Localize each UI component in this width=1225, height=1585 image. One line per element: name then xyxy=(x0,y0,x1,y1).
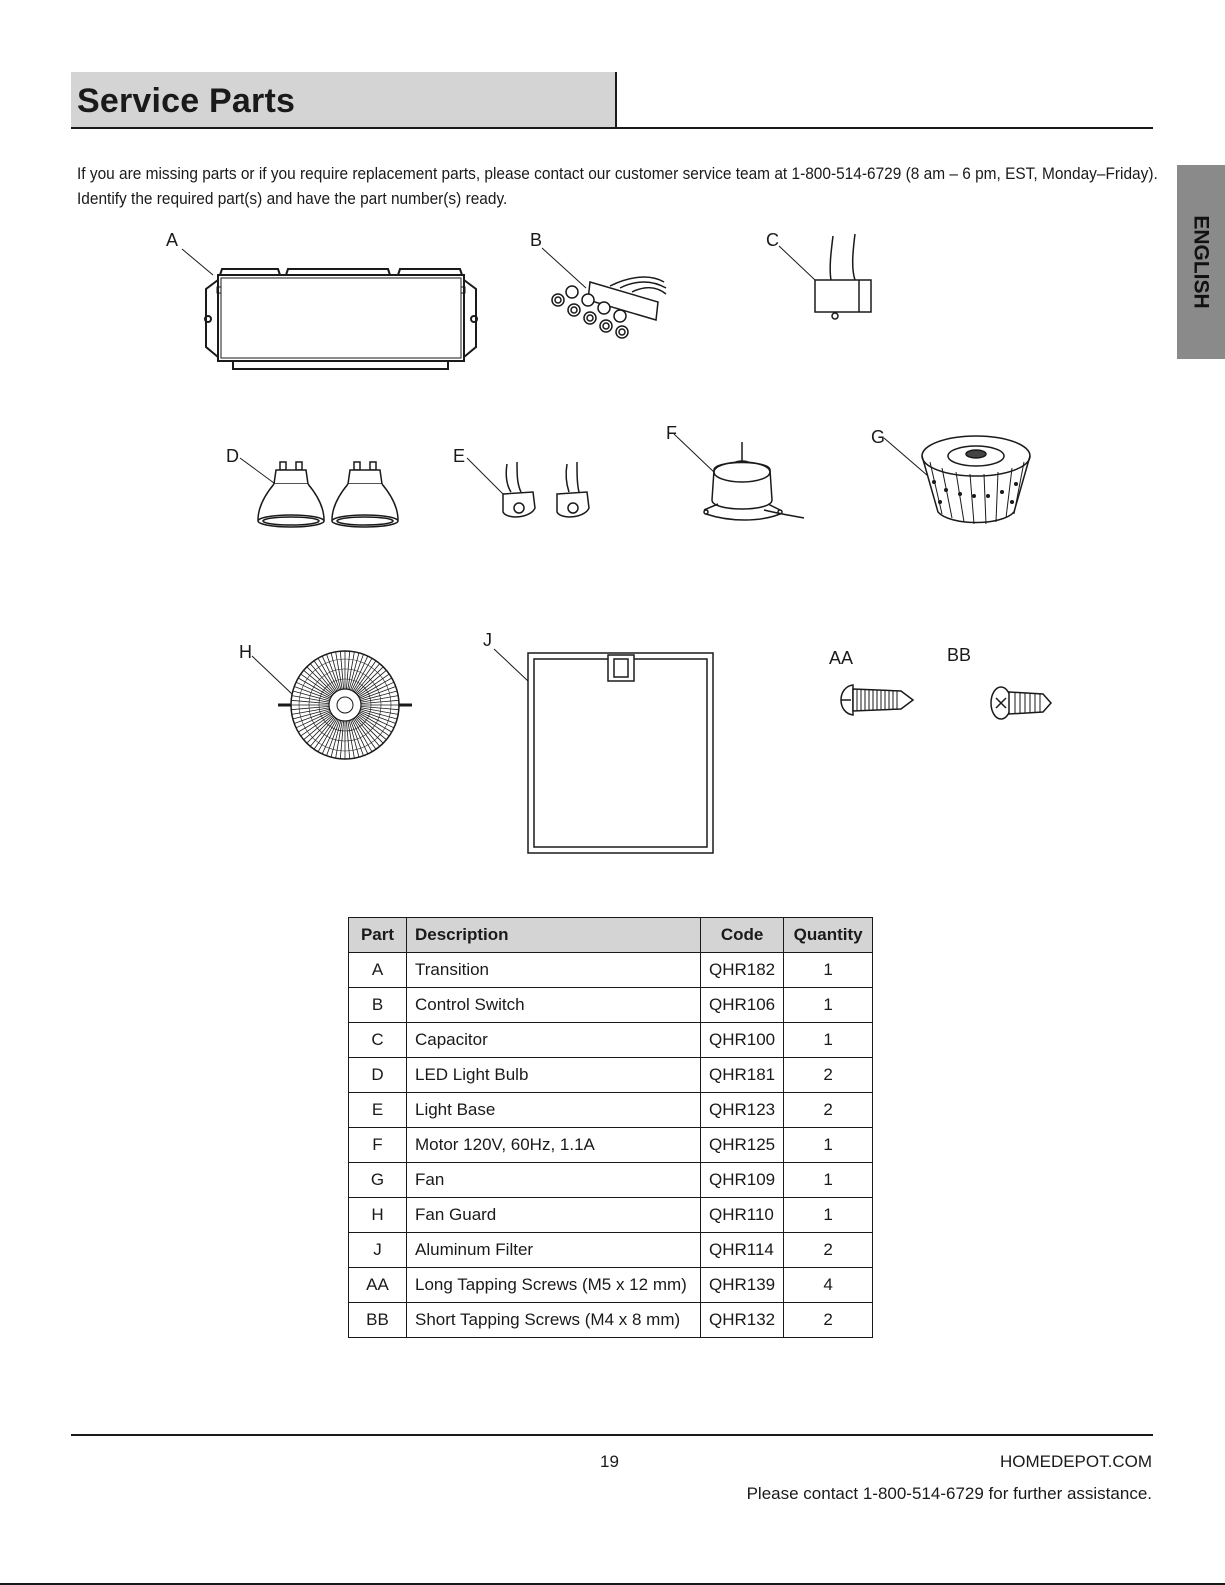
cell-description: Aluminum Filter xyxy=(407,1233,701,1268)
cell-description: Capacitor xyxy=(407,1023,701,1058)
label-f: F xyxy=(666,423,677,443)
led-bulb-illustration xyxy=(238,456,408,536)
header-quantity: Quantity xyxy=(784,918,873,953)
header-code: Code xyxy=(701,918,784,953)
cell-part: G xyxy=(349,1163,407,1198)
cell-part: J xyxy=(349,1233,407,1268)
cell-code: QHR123 xyxy=(701,1093,784,1128)
cell-code: QHR132 xyxy=(701,1303,784,1338)
cell-description: Motor 120V, 60Hz, 1.1A xyxy=(407,1128,701,1163)
cell-code: QHR125 xyxy=(701,1128,784,1163)
cell-code: QHR109 xyxy=(701,1163,784,1198)
cell-code: QHR106 xyxy=(701,988,784,1023)
control-switch-illustration xyxy=(540,246,670,346)
cell-code: QHR100 xyxy=(701,1023,784,1058)
cell-code: QHR181 xyxy=(701,1058,784,1093)
table-row xyxy=(349,1128,873,1163)
footer-divider xyxy=(71,1434,1153,1436)
cell-description: Short Tapping Screws (M4 x 8 mm) xyxy=(407,1303,701,1338)
label-j: J xyxy=(483,630,492,650)
page-number: 19 xyxy=(600,1452,619,1471)
header-part: Part xyxy=(349,918,407,953)
cell-quantity: 1 xyxy=(784,1198,873,1233)
table-row xyxy=(349,1303,873,1338)
cell-code: QHR139 xyxy=(701,1268,784,1303)
table-row xyxy=(349,1163,873,1198)
website-link[interactable]: HOMEDEPOT.COM xyxy=(999,1452,1152,1471)
light-base-illustration xyxy=(465,456,605,526)
table-row xyxy=(349,1233,873,1268)
table-row xyxy=(349,1058,873,1093)
cell-quantity: 1 xyxy=(784,988,873,1023)
cell-part: A xyxy=(349,953,407,988)
long-screw-illustration xyxy=(835,675,920,730)
assistance-note: Please contact 1-800-514-6729 for further assistance. xyxy=(746,1484,1152,1503)
cell-code: QHR110 xyxy=(701,1198,784,1233)
cell-part: AA xyxy=(349,1268,407,1303)
table-row xyxy=(349,953,873,988)
table-row xyxy=(349,988,873,1023)
table-row xyxy=(349,1023,873,1058)
label-d: D xyxy=(226,446,239,466)
intro-paragraph: If you are missing parts or if you require replacement parts, please contact our customer service team at 1-800-514-6729 (8 am – 6 pm, EST, Monday–Friday). Identify the required part(s) and have the part number(s) ready. xyxy=(77,164,1158,208)
motor-illustration xyxy=(670,430,810,525)
cell-code: QHR114 xyxy=(701,1233,784,1268)
cell-quantity: 2 xyxy=(784,1303,873,1338)
cell-part: B xyxy=(349,988,407,1023)
cell-quantity: 1 xyxy=(784,1023,873,1058)
cell-description: Fan Guard xyxy=(407,1198,701,1233)
language-tab-label: ENGLISH xyxy=(1190,215,1213,309)
cell-part: BB xyxy=(349,1303,407,1338)
cell-quantity: 2 xyxy=(784,1233,873,1268)
cell-part: E xyxy=(349,1093,407,1128)
cell-description: Light Base xyxy=(407,1093,701,1128)
cell-quantity: 2 xyxy=(784,1093,873,1128)
capacitor-illustration xyxy=(775,232,885,322)
cell-description: LED Light Bulb xyxy=(407,1058,701,1093)
cell-quantity: 1 xyxy=(784,1163,873,1198)
cell-description: Control Switch xyxy=(407,988,701,1023)
language-tab-label-wrap xyxy=(1177,165,1225,359)
service-parts-table xyxy=(348,917,873,1338)
cell-quantity: 4 xyxy=(784,1268,873,1303)
cell-code: QHR182 xyxy=(701,953,784,988)
header-divider xyxy=(71,127,1153,129)
cell-description: Long Tapping Screws (M5 x 12 mm) xyxy=(407,1268,701,1303)
fan-illustration xyxy=(880,432,1040,532)
cell-part: F xyxy=(349,1128,407,1163)
label-h: H xyxy=(239,642,252,662)
page-title: Service Parts xyxy=(77,82,296,120)
cell-quantity: 1 xyxy=(784,953,873,988)
label-e: E xyxy=(453,446,466,466)
cell-quantity: 1 xyxy=(784,1128,873,1163)
fan-guard-illustration xyxy=(250,650,410,760)
short-screw-illustration xyxy=(985,678,1060,728)
cell-part: C xyxy=(349,1023,407,1058)
cell-description: Transition xyxy=(407,953,701,988)
cell-part: D xyxy=(349,1058,407,1093)
table-header-row xyxy=(349,918,873,953)
label-bb: BB xyxy=(947,645,972,665)
label-aa: AA xyxy=(829,648,854,668)
transition-illustration xyxy=(178,247,488,377)
table-row xyxy=(349,1198,873,1233)
table-row xyxy=(349,1093,873,1128)
table-row xyxy=(349,1268,873,1303)
label-g: G xyxy=(871,427,886,447)
label-b: B xyxy=(530,230,543,250)
label-c: C xyxy=(766,230,779,250)
cell-description: Fan xyxy=(407,1163,701,1198)
cell-quantity: 2 xyxy=(784,1058,873,1093)
header-description: Description xyxy=(407,918,701,953)
label-a: A xyxy=(166,230,179,250)
aluminum-filter-illustration xyxy=(490,645,720,857)
cell-part: H xyxy=(349,1198,407,1233)
